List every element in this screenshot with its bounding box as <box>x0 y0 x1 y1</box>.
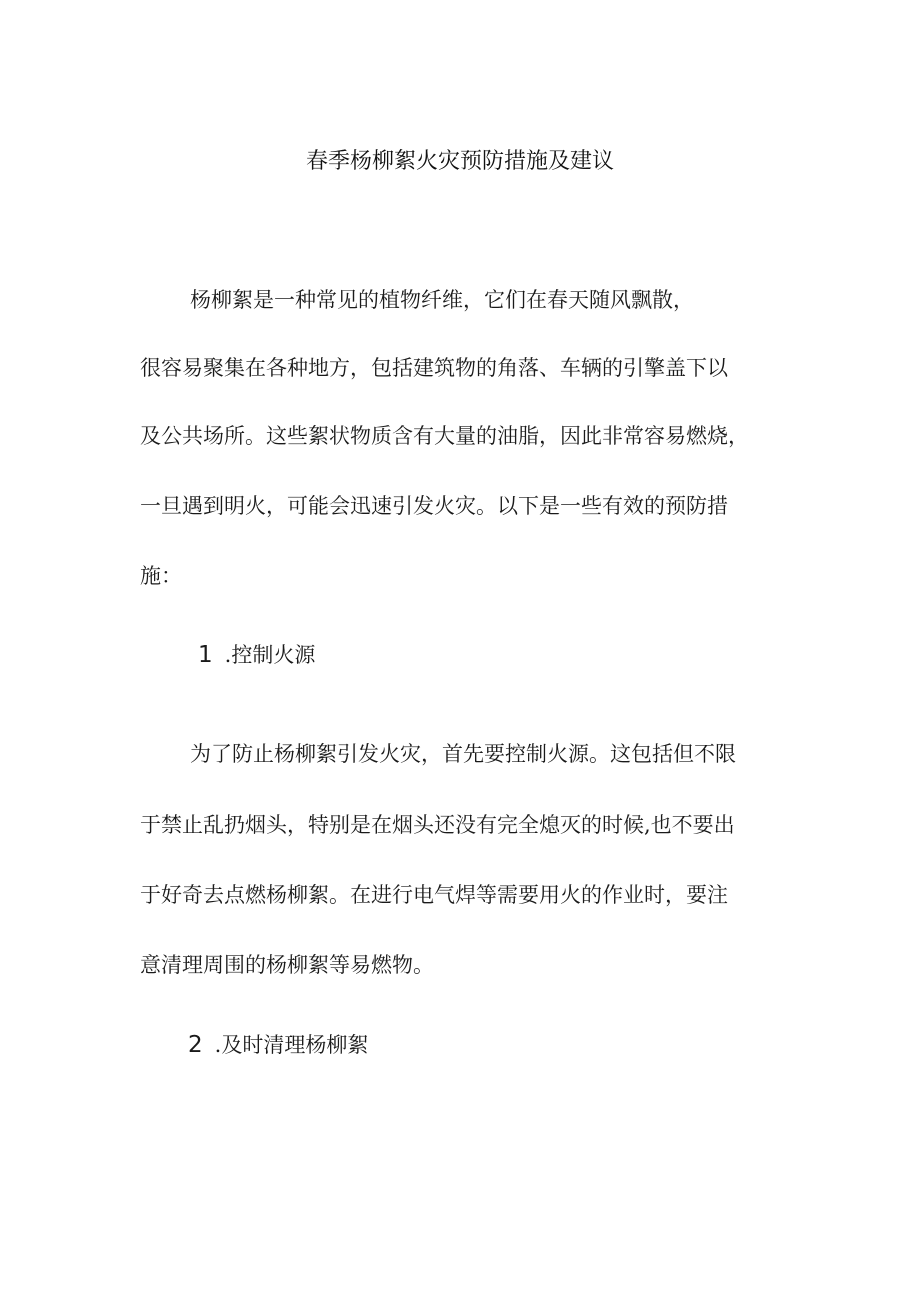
page-title: 春季杨柳絮火灾预防措施及建议 <box>305 149 614 174</box>
intro-line: 施： <box>140 564 182 588</box>
section-line: 于禁止乱扔烟头，特别是在烟头还没有完全熄灭的时候,也不要出 <box>140 813 735 837</box>
section-title: .及时清理杨柳絮 <box>214 1033 369 1057</box>
section-line: 意清理周围的杨柳絮等易燃物。 <box>140 953 434 977</box>
intro-line: 及公共场所。这些絮状物质含有大量的油脂，因此非常容易燃烧， <box>140 424 749 448</box>
section-number: 1 <box>198 642 213 668</box>
section-heading <box>188 1030 368 1060</box>
section-line: 为了防止杨柳絮引发火灾，首先要控制火源。这包括但不限 <box>190 742 736 766</box>
section-number: 2 <box>188 1032 203 1058</box>
section-heading <box>198 640 315 670</box>
intro-line: 一旦遇到明火，可能会迅速引发火灾。以下是一些有效的预防措 <box>140 494 728 518</box>
intro-line: 杨柳絮是一种常见的植物纤维，它们在春天随风飘散， <box>190 288 694 312</box>
intro-line: 很容易聚集在各种地方，包括建筑物的角落、车辆的引擎盖下以 <box>140 356 728 380</box>
section-line: 于好奇去点燃杨柳絮。在进行电气焊等需要用火的作业时，要注 <box>140 883 728 907</box>
section-title: .控制火源 <box>224 643 316 667</box>
